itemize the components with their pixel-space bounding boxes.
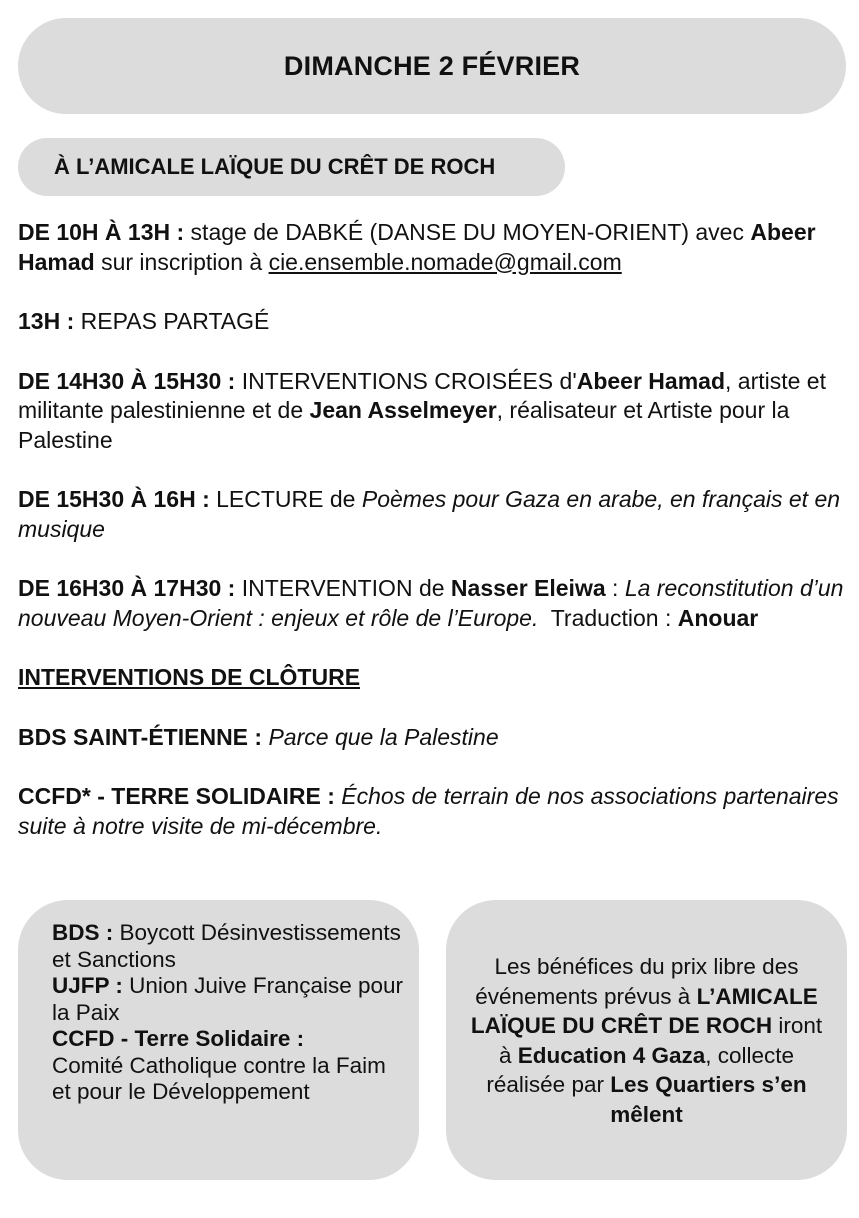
venue-banner xyxy=(18,138,565,196)
email-link[interactable]: cie.ensemble.nomade@gmail.com xyxy=(268,248,622,275)
date-banner xyxy=(18,18,846,114)
glossary-bds: BDS : Boycott Désinvestissements et Sanctions xyxy=(52,920,401,972)
benefits-text: Les bénéfices du prix libre des événements prévus à L’AMICALE LAÏQUE DU CRÊT DE ROCH iront à Education 4 Gaza, collecte réalisée par Les Quartiers s’en mêlent xyxy=(470,954,823,1127)
glossary-ujfp: UJFP : Union Juive Française pour la Paix xyxy=(52,973,403,1025)
program-item-dabke: DE 10H À 13H : stage de DABKÉ (DANSE DU MOYEN-ORIENT) avec Abeer Hamad sur inscription à cie.ensemble.nomade@gmail.com xyxy=(18,219,816,275)
event-date: DIMANCHE 2 FÉVRIER xyxy=(283,50,581,81)
venue-label: À L’AMICALE LAÏQUE DU CRÊT DE ROCH xyxy=(54,154,496,179)
person-name: Nasser Eleiwa xyxy=(450,575,606,601)
time-label: DE 15H30 À 16H : xyxy=(18,486,210,512)
closing-item-bds: BDS SAINT-ÉTIENNE : Parce que la Palestine xyxy=(18,723,499,750)
glossary-box xyxy=(18,900,419,1180)
program-item-talk: DE 16H30 À 17H30 : INTERVENTION de Nasser Eleiwa : La reconstitution d’un nouveau Moyen-Orient : enjeux et rôle de l’Europe. Traduction : Anouar xyxy=(18,575,844,631)
person-name: Anouar xyxy=(677,604,759,631)
time-label: DE 10H À 13H : xyxy=(18,219,185,245)
org-label: CCFD* - TERRE SOLIDAIRE : xyxy=(18,783,335,809)
closing-item-ccfd: CCFD* - TERRE SOLIDAIRE : Échos de terrain de nos associations partenaires suite à notre visite de mi-décembre. xyxy=(18,783,839,839)
person-name: Jean Asselmeyer xyxy=(309,397,497,423)
time-label: DE 16H30 À 17H30 : xyxy=(18,575,236,601)
time-label: 13H : xyxy=(18,308,75,334)
program xyxy=(18,218,848,871)
glossary-ccfd: CCFD - Terre Solidaire : xyxy=(52,1026,305,1051)
person-name: Abeer Hamad xyxy=(576,367,725,394)
closing-heading: INTERVENTIONS DE CLÔTURE xyxy=(18,664,361,690)
reading-title: Poèmes pour Gaza en arabe, en français et en musique xyxy=(18,486,841,542)
talk-title: La reconstitution d’un nouveau Moyen-Orient : enjeux et rôle de l’Europe. xyxy=(18,575,844,631)
glossary-ccfd-text: Comité Catholique contre la Faim et pour le Développement xyxy=(52,1052,386,1104)
time-label: DE 14H30 À 15H30 : xyxy=(18,367,236,394)
program-item-meal: 13H : REPAS PARTAGÉ xyxy=(18,308,270,334)
person-name: Abeer Hamad xyxy=(18,219,816,275)
benefits-box xyxy=(446,900,847,1180)
program-item-interventions: DE 14H30 À 15H30 : INTERVENTIONS CROISÉES d'Abeer Hamad, artiste et militante palestinienne et de Jean Asselmeyer, réalisateur et Artiste pour la Palestine xyxy=(18,367,826,453)
org-label: BDS SAINT-ÉTIENNE : xyxy=(18,723,263,750)
program-item-reading: DE 15H30 À 16H : LECTURE de Poèmes pour Gaza en arabe, en français et en musique xyxy=(18,486,841,542)
